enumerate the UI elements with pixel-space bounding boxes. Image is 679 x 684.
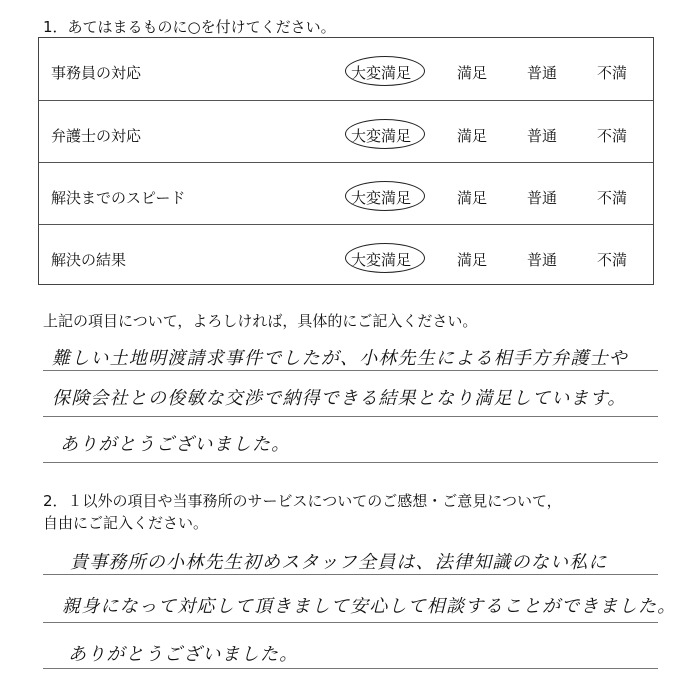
row-label: 事務員の対応: [51, 64, 142, 82]
handwritten-line-3: ありがとうございました。: [60, 434, 291, 455]
option-average[interactable]: 普通: [527, 64, 558, 82]
rating-row-lawyer: [39, 100, 653, 163]
option-satisfied[interactable]: 満足: [457, 189, 488, 207]
handwritten-line-5: 親身になって対応して頂きまして安心して相談することができました。: [62, 596, 677, 617]
selected-circle: [345, 243, 425, 273]
ruled-line: [43, 668, 658, 669]
option-very-satisfied[interactable]: 大変満足: [351, 249, 411, 270]
option-dissatisfied[interactable]: 不満: [597, 189, 628, 207]
option-dissatisfied[interactable]: 不満: [597, 64, 628, 82]
ruled-line: [43, 416, 658, 417]
comments-prompt: 上記の項目について，よろしければ，具体的にご記入ください。: [43, 312, 478, 330]
option-satisfied[interactable]: 満足: [457, 64, 488, 82]
rating-row-staff: [39, 38, 653, 100]
handwritten-line-2: 保険会社との俊敏な交渉で納得できる結果となり満足しています。: [52, 388, 627, 409]
option-average[interactable]: 普通: [527, 127, 558, 145]
option-very-satisfied[interactable]: 大変満足: [351, 187, 411, 208]
rating-table: [38, 37, 654, 285]
option-dissatisfied[interactable]: 不満: [597, 127, 628, 145]
handwritten-line-4: 貴事務所の小林先生初めスタッフ全員は、法律知識のない私に: [70, 552, 608, 573]
ruled-line: [43, 370, 658, 371]
option-average[interactable]: 普通: [527, 251, 558, 269]
question-2-prompt-line-2: 自由にご記入ください。: [43, 514, 209, 532]
row-label: 弁護士の対応: [51, 127, 142, 145]
row-label: 解決までのスピード: [51, 189, 186, 207]
selected-circle: [345, 181, 425, 211]
ruled-line: [43, 462, 658, 463]
selected-circle: [345, 56, 425, 86]
rating-row-speed: [39, 162, 653, 225]
question-1-heading: 1．あてはまるものに○を付けてください。: [43, 18, 336, 36]
option-very-satisfied[interactable]: 大変満足: [351, 62, 411, 83]
ruled-line: [43, 574, 658, 575]
question-2-prompt-line-1: 2．１以外の項目や当事務所のサービスについてのご感想・ご意見について，: [43, 492, 562, 510]
option-satisfied[interactable]: 満足: [457, 127, 488, 145]
option-very-satisfied[interactable]: 大変満足: [351, 125, 411, 146]
ruled-line: [43, 622, 658, 623]
row-label: 解決の結果: [51, 251, 127, 269]
option-satisfied[interactable]: 満足: [457, 251, 488, 269]
handwritten-line-6: ありがとうございました。: [68, 644, 299, 665]
handwritten-line-1: 難しい土地明渡請求事件でしたが、小林先生による相手方弁護士や: [52, 348, 628, 369]
rating-row-result: [39, 224, 653, 287]
option-dissatisfied[interactable]: 不満: [597, 251, 628, 269]
selected-circle: [345, 119, 425, 149]
option-average[interactable]: 普通: [527, 189, 558, 207]
